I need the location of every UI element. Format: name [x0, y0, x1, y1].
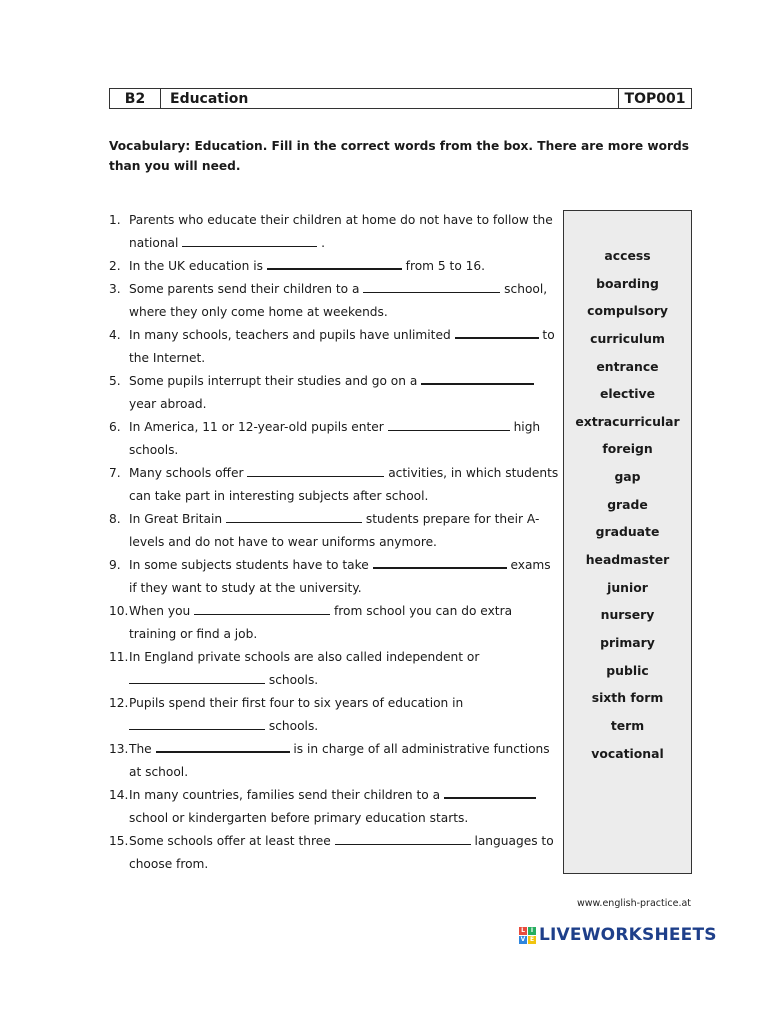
question-15: 15. Some schools offer at least three languages to choose from. — [109, 830, 559, 876]
answer-blank[interactable] — [226, 509, 362, 523]
answer-blank[interactable] — [444, 784, 536, 799]
word-box-item: public — [606, 662, 649, 678]
question-5: 5. Some pupils interrupt their studies and go on a year abroad. — [109, 370, 559, 416]
word-box-item: nursery — [600, 607, 655, 623]
question-14: 14. In many countries, families send their children to a school or kindergarten before primary education starts. — [109, 784, 559, 830]
question-2: 2. In the UK education is from 5 to 16. — [109, 255, 559, 278]
worksheet-code: TOP001 — [624, 90, 686, 107]
question-13: 13. The is in charge of all administrative functions at school. — [109, 738, 559, 784]
answer-blank[interactable] — [388, 417, 510, 431]
liveworksheets-logo-icon: L I V E — [520, 927, 535, 943]
question-1: 1. Parents who educate their children at home do not have to follow the national . — [109, 209, 559, 255]
answer-blank[interactable] — [335, 831, 471, 845]
question-6: 6. In America, 11 or 12-year-old pupils enter high schools. — [109, 416, 559, 462]
question-number: 2. — [109, 259, 121, 273]
header-table — [109, 88, 692, 109]
question-3: 3. Some parents send their children to a school, where they only come home at weekends. — [109, 278, 559, 324]
answer-blank[interactable] — [373, 554, 507, 569]
question-10: 10. When you from school you can do extra training or find a job. — [109, 600, 559, 646]
level-label: B2 — [110, 89, 161, 108]
answer-blank[interactable] — [182, 233, 317, 247]
question-12: 12. Pupils spend their first four to six years of education in schools. — [109, 692, 559, 738]
question-number: 10. — [109, 604, 129, 618]
question-number: 8. — [109, 512, 121, 526]
answer-blank[interactable] — [129, 670, 265, 684]
question-number: 9. — [109, 558, 121, 572]
word-box-item: compulsory — [587, 303, 668, 319]
liveworksheets-logo — [519, 925, 717, 945]
word-box-item: headmaster — [585, 552, 670, 568]
worksheet-title: Education — [161, 89, 619, 108]
word-box-item: vocational — [591, 745, 664, 761]
word-box-item: graduate — [595, 524, 660, 540]
question-8: 8. In Great Britain students prepare for their A-levels and do not have to wear uniforms anymore. — [109, 508, 559, 554]
source-url: www.english-practice.at — [577, 898, 692, 909]
question-9: 9. In some subjects students have to take exams if they want to study at the university. — [109, 554, 559, 600]
word-box — [563, 210, 692, 874]
word-box-item: gap — [614, 469, 641, 485]
question-list — [109, 209, 559, 876]
question-number: 5. — [109, 374, 121, 388]
answer-blank[interactable] — [156, 738, 290, 753]
question-number: 14. — [109, 788, 129, 802]
question-number: 3. — [109, 282, 121, 296]
answer-blank[interactable] — [267, 255, 402, 270]
question-4: 4. In many schools, teachers and pupils have unlimited to the Internet. — [109, 324, 559, 370]
word-box-item: boarding — [596, 275, 659, 291]
word-box-item: access — [604, 248, 651, 263]
question-number: 7. — [109, 466, 121, 480]
instructions: Vocabulary: Education. Fill in the correct words from the box. There are more words than you will need. — [109, 139, 690, 173]
word-box-item: junior — [607, 579, 648, 595]
question-7: 7. Many schools offer activities, in which students can take part in interesting subjects after school. — [109, 462, 559, 508]
answer-blank[interactable] — [455, 324, 539, 339]
word-box-item: elective — [599, 386, 656, 402]
question-number: 15. — [109, 834, 129, 848]
word-box-item: primary — [600, 634, 655, 650]
word-box-item: curriculum — [590, 330, 665, 346]
word-box-item: entrance — [596, 358, 659, 374]
answer-blank[interactable] — [129, 716, 265, 730]
question-number: 12. — [109, 696, 129, 710]
word-box-item: sixth form — [591, 690, 664, 706]
question-number: 11. — [109, 650, 129, 664]
answer-blank[interactable] — [421, 370, 534, 385]
question-number: 4. — [109, 328, 121, 342]
question-number: 6. — [109, 420, 121, 434]
liveworksheets-brand: LIVEWORKSHEETS — [539, 925, 717, 945]
question-11: 11. In England private schools are also called independent or schools. — [109, 646, 559, 692]
word-box-item: foreign — [602, 441, 653, 457]
question-number: 13. — [109, 742, 129, 756]
word-box-item: extracurricular — [575, 413, 680, 429]
answer-blank[interactable] — [194, 601, 330, 615]
word-box-item: grade — [607, 496, 648, 512]
answer-blank[interactable] — [247, 463, 384, 477]
question-number: 1. — [109, 213, 121, 227]
word-box-item: term — [610, 717, 645, 733]
answer-blank[interactable] — [363, 279, 500, 293]
